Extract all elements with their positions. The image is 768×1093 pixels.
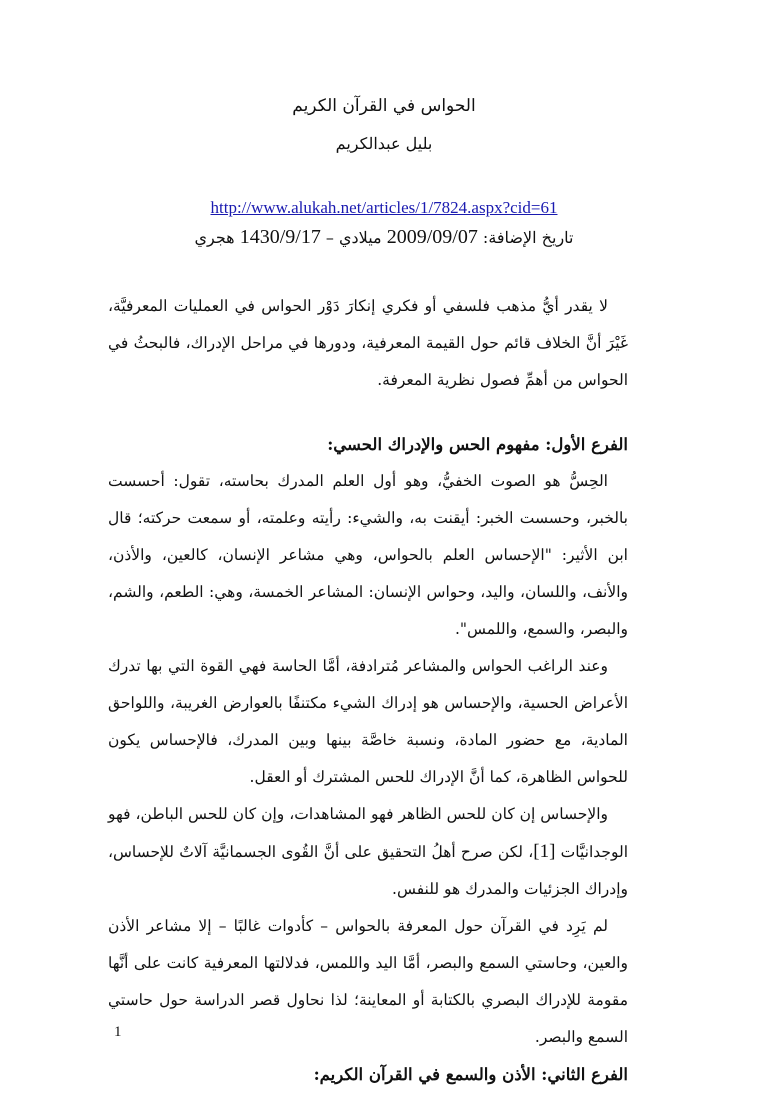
p3-text-before: والإحساس إن كان للحس الظاهر فهو المشاهدات، وإن كان للحس الباطن، فهو الوجدانيَّات [108, 805, 629, 861]
date-line [0, 226, 768, 249]
section2-heading: الفرع الثاني: الأذن والسمع في القرآن الكريم: [313, 1065, 628, 1084]
date-gregorian: 2009/09/07 [386, 226, 478, 248]
section1-paragraph-2: وعند الراغب الحواس والمشاعر مُترادفة، أمَّا الحاسة فهي القوة التي بها تدرك الأعراض الحسية، والإحساس هو إدراك الشيء مكتنفًا بالعوارض الغريبة، واللواحق المادية، مع حضور المادة، ونسبة خاصَّة بينها وبين المدرك، فالإحساس يكون للحواس الظاهرة، كما أنَّ الإدراك للحس المشترك أو العقل. [108, 657, 628, 786]
footnote-link[interactable]: [1] [533, 841, 556, 862]
section1-paragraph-1: الحِسُّ هو الصوت الخفيُّ، وهو أول العلم المدرك بحاسته، تقول: أحسست بالخبر، وحسست الخبر: أيقنت به، والشيء: رأيته وعلمته، أو سمعت حركته؛ قال ابن الأثير: "الإحساس العلم بالحواس، وهي مشاعر الإنسان، كالعين، والأذن، والأنف، واللسان، واليد، وحواس الإنسان: المشاعر الخمسة، وهي: الطعم، والشم، والبصر، والسمع، واللمس". [108, 472, 628, 638]
section1-paragraph-3 [108, 796, 628, 908]
section1-heading: الفرع الأول: مفهوم الحس والإدراك الحسي: [327, 435, 628, 454]
source-url-line [0, 198, 768, 218]
main-body [108, 426, 628, 1093]
source-link[interactable]: http://www.alukah.net/articles/1/7824.aspx?cid=61 [210, 198, 558, 217]
page-number: 1 [114, 1024, 122, 1040]
p3-text-after: ، لكن صرح أهلُ التحقيق على أنَّ القُوى الجسمانيَّة آلاتٌ للإحساس، وإدراك الجزئيات والمدرك هو للنفس. [108, 843, 628, 898]
hijri-suffix: هجري [194, 228, 235, 247]
intro-block [108, 288, 628, 399]
document-title: الحواس في القرآن الكريم [292, 96, 476, 116]
date-hijri: 1430/9/17 [239, 226, 321, 248]
date-separator: – [325, 228, 334, 247]
intro-paragraph: لا يقدر أيُّ مذهب فلسفي أو فكري إنكارَ دَوْر الحواس في العمليات المعرفيَّة، غَيْرَ أنَّ الخلاف قائم حول القيمة المعرفية، ودورها في مراحل الإدراك، فالبحثُ في الحواس من أهمِّ فصول نظرية المعرفة. [108, 297, 628, 389]
date-label: تاريخ الإضافة: [482, 228, 574, 247]
gregorian-suffix: ميلادي [339, 228, 382, 247]
author-name: بليل عبدالكريم [335, 134, 433, 153]
section1-paragraph-4: لم يَرِد في القرآن حول المعرفة بالحواس – كأدوات غالبًا – إلا مشاعر الأذن والعين، وحاستي السمع والبصر، أمَّا اليد واللمس، فدلالتها المعرفية كانت على أنَّها مقومة للإدراك البصري بالكتابة أو المعاينة؛ لذا نحاول قصر الدراسة حول حاستي السمع والبصر. [108, 917, 628, 1046]
